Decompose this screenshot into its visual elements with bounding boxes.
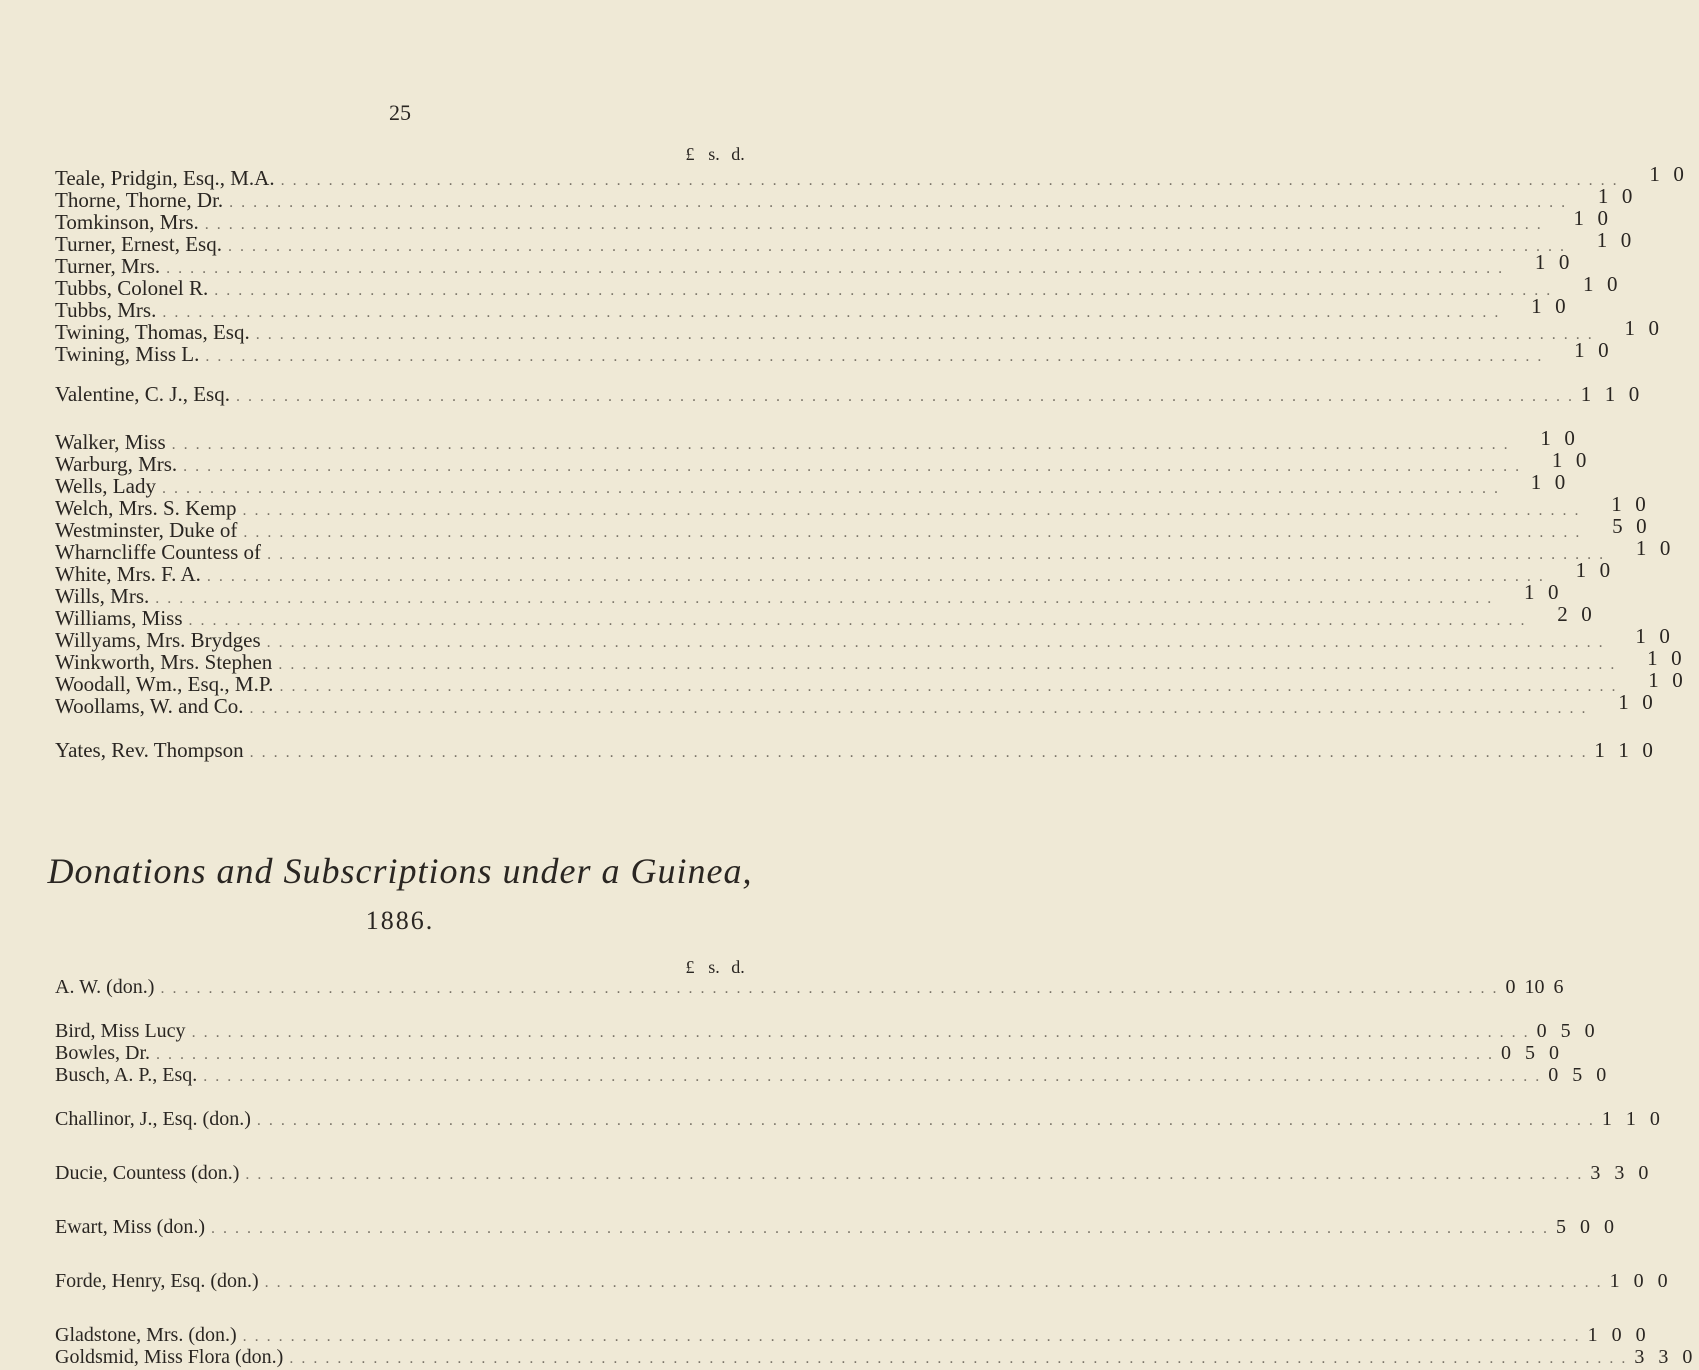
shillings-value: 1 [1551,448,1563,472]
leader-dots: . . . . . . . . . . . . . . . . . . . . . . . . . . . . . . . . . . . . . . . . . . . . . . . . . . . . . . . . . . . . . . . . . . . . . . . . . . . . . . . . . . . . . . . . . . . . . . . . . . . . . . . . . . . . . . . . [188,612,1527,629]
pence-value: 0 [1642,690,1653,714]
subscriber-name: Turner, Mrs. [55,254,161,278]
pence-value: 0 [1564,426,1575,450]
leader-dots: . . . . . . . . . . . . . . . . . . . . . . . . . . . . . . . . . . . . . . . . . . . . . . . . . . . . . . . . . . . . . . . . . . . . . . . . . . . . . . . . . . . . . . . . . . . . . . . . . . . . . . . . . . . . . . . . [264,1274,1603,1291]
pounds-value: 1 [1587,1324,1598,1346]
leader-dots: . . . . . . . . . . . . . . . . . . . . . . . . . . . . . . . . . . . . . . . . . . . . . . . . . . . . . . . . . . . . . . . . . . . . . . . . . . . . . . . . . . . . . . . . . . . . . . . . . . . . . . . . . . . . . . . . [204,216,1543,233]
pounds-value [1510,427,1534,449]
leader-dots: . . . . . . . . . . . . . . . . . . . . . . . . . . . . . . . . . . . . . . . . . . . . . . . . . . . . . . . . . . . . . . . . . . . . . . . . . . . . . . . . . . . . . . . . . . . . . . . . . . . . . . . . . . . . . . . . [266,634,1605,651]
subscriber-name: Gladstone, Mrs. (don.) [55,1324,237,1346]
leader-dots: . . . . . . . . . . . . . . . . . . . . . . . . . . . . . . . . . . . . . . . . . . . . . . . . . . . . . . . . . . . . . . . . . . . . . . . . . . . . . . . . . . . . . . . . . . . . . . . . . . . . . . . . . . . . . . . . [249,744,1588,761]
shillings-value: 1 [1647,646,1658,670]
shillings-value: 1 [1635,536,1647,560]
pounds-value [1594,317,1618,339]
pounds-value: 3 [1590,1162,1601,1184]
pounds-value: 3 [1634,1346,1645,1368]
leader-dots: . . . . . . . . . . . . . . . . . . . . . . . . . . . . . . . . . . . . . . . . . . . . . . . . . . . . . . . . . . . . . . . . . . . . . . . . . . . . . . . . . . . . . . . . . . . . . . . . . . . . . . . . . . . . . . . . [203,1068,1542,1085]
shillings-value: 1 [1618,738,1629,762]
shillings-value: 1 [1625,1108,1636,1130]
pounds-header: £ [685,144,695,164]
pence-value: 0 [1596,1064,1607,1086]
shillings-value: 5 [1572,1064,1583,1086]
pence-value: 0 [1636,514,1647,538]
pounds-value [1545,559,1569,581]
pounds-value [1543,339,1567,361]
list-item [55,1216,1614,1238]
pence-value: 0 [1598,338,1609,362]
subscriber-name: Yates, Rev. Thompson [55,738,244,762]
subscriber-name: Winkworth, Mrs. Stephen [55,650,273,674]
donations-rows [55,976,1693,1368]
list-item [55,1324,1646,1346]
pounds-value: 0 [1501,1042,1511,1064]
shillings-value: 1 [1649,162,1660,186]
donations-list [55,957,1693,1368]
subscriber-name: Challinor, J., Esq. (don.) [55,1108,251,1130]
shillings-value: 0 [1611,1324,1622,1346]
leader-dots: . . . . . . . . . . . . . . . . . . . . . . . . . . . . . . . . . . . . . . . . . . . . . . . . . . . . . . . . . . . . . . . . . . . . . . . . . . . . . . . . . . . . . . . . . . . . . . . . . . . . . . . . . . . . . . . . [249,700,1588,717]
list-item [55,1042,1559,1064]
pence-value: 0 [1635,492,1646,516]
shillings-value: 1 [1524,580,1535,604]
pence-value: 6 [1553,976,1564,998]
shillings-value: 0 [1633,1270,1644,1292]
leader-dots: . . . . . . . . . . . . . . . . . . . . . . . . . . . . . . . . . . . . . . . . . . . . . . . . . . . . . . . . . . . . . . . . . . . . . . . . . . . . . . . . . . . . . . . . . . . . . . . . . . . . . . . . . . . . . . . . [166,260,1505,277]
pounds-value: 0 [1548,1064,1559,1086]
subscriber-name: Tubbs, Colonel R. [55,276,209,300]
spacer [55,1086,750,1108]
subscriber-name: Willyams, Mrs. Brydges [55,628,261,652]
subscriber-name: Bowles, Dr. [55,1042,150,1064]
shillings-value: 1 [1624,316,1635,340]
subscriber-name: Ewart, Miss (don.) [55,1216,205,1238]
subscriber-name: Valentine, C. J., Esq. [55,382,230,406]
spacer [55,405,750,427]
list-item [55,738,1653,762]
shillings-value: 1 [1531,294,1542,318]
leader-dots: . . . . . . . . . . . . . . . . . . . . . . . . . . . . . . . . . . . . . . . . . . . . . . . . . . . . . . . . . . . . . . . . . . . . . . . . . . . . . . . . . . . . . . . . . . . . . . . . . . . . . . . . . . . . . . . . [242,502,1581,519]
spacer [55,1238,750,1270]
shillings-header: s. [708,144,720,164]
leader-dots: . . . . . . . . . . . . . . . . . . . . . . . . . . . . . . . . . . . . . . . . . . . . . . . . . . . . . . . . . . . . . . . . . . . . . . . . . . . . . . . . . . . . . . . . . . . . . . . . . . . . . . . . . . . . . . . . [242,1328,1581,1345]
section-year: 1886. [365,906,435,935]
leader-dots: . . . . . . . . . . . . . . . . . . . . . . . . . . . . . . . . . . . . . . . . . . . . . . . . . . . . . . . . . . . . . . . . . . . . . . . . . . . . . . . . . . . . . . . . . . . . . . . . . . . . . . . . . . . . . . . . [243,524,1582,541]
subscriber-name: A. W. (don.) [55,976,155,998]
pounds-value [1504,251,1528,273]
subscriber-name: Tubbs, Mrs. [55,298,157,322]
pounds-header: £ [685,957,695,977]
subscriber-name: White, Mrs. F. A. [55,562,201,586]
pence-value: 0 [1673,162,1684,186]
pence-value: 0 [1555,294,1566,318]
leader-dots: . . . . . . . . . . . . . . . . . . . . . . . . . . . . . . . . . . . . . . . . . . . . . . . . . . . . . . . . . . . . . . . . . . . . . . . . . . . . . . . . . . . . . . . . . . . . . . . . . . . . . . . . . . . . . . . . [210,1220,1549,1237]
pence-value: 0 [1558,250,1570,274]
pence-value: 0 [1628,382,1640,406]
list-item [55,382,1640,406]
shillings-header: s. [708,957,720,977]
pence-value: 0 [1548,580,1559,604]
subscriber-name: Woollams, W. and Co. [55,694,244,718]
subscriber-name: Woodall, Wm., Esq., M.P. [55,672,274,696]
spacer [55,1130,750,1162]
leader-dots: . . . . . . . . . . . . . . . . . . . . . . . . . . . . . . . . . . . . . . . . . . . . . . . . . . . . . . . . . . . . . . . . . . . . . . . . . . . . . . . . . . . . . . . . . . . . . . . . . . . . . . . . . . . . . . . . [183,458,1522,475]
page-number: 25 [389,100,411,125]
list-item [55,1064,1607,1086]
shillings-value: 1 [1540,426,1551,450]
pence-value: 0 [1621,184,1633,208]
leader-dots: . . . . . . . . . . . . . . . . . . . . . . . . . . . . . . . . . . . . . . . . . . . . . . . . . . . . . . . . . . . . . . . . . . . . . . . . . . . . . . . . . . . . . . . . . . . . . . . . . . . . . . . . . . . . . . . . [229,194,1568,211]
subscriber-name: Warburg, Mrs. [55,452,178,476]
list-item [55,1162,1649,1184]
list-item [55,1108,1660,1130]
subscriber-name: Westminster, Duke of [55,518,238,542]
list-item [55,976,1564,998]
pounds-value [1500,471,1524,493]
leader-dots: . . . . . . . . . . . . . . . . . . . . . . . . . . . . . . . . . . . . . . . . . . . . . . . . . . . . . . . . . . . . . . . . . . . . . . . . . . . . . . . . . . . . . . . . . . . . . . . . . . . . . . . . . . . . . . . . [214,282,1553,299]
pence-value: 0 [1584,1020,1595,1042]
pounds-value [1567,185,1591,207]
subscriptions-rows [55,162,1684,762]
pounds-value [1616,647,1640,669]
leader-dots: . . . . . . . . . . . . . . . . . . . . . . . . . . . . . . . . . . . . . . . . . . . . . . . . . . . . . . . . . . . . . . . . . . . . . . . . . . . . . . . . . . . . . . . . . . . . . . . . . . . . . . . . . . . . . . . . [278,656,1617,673]
pence-value: 0 [1657,1270,1668,1292]
subscriber-name: Busch, A. P., Esq. [55,1064,198,1086]
currency-header [55,145,750,163]
subscriber-name: Thorne, Thorne, Dr. [55,188,224,212]
pence-value: 0 [1599,558,1611,582]
pounds-value [1493,581,1517,603]
list-item [55,1270,1668,1292]
subscriber-name: Twining, Miss L. [55,342,200,366]
shillings-value: 5 [1560,1020,1571,1042]
list-item [55,1020,1595,1042]
pence-value: 0 [1581,602,1592,626]
pounds-value [1605,537,1629,559]
leader-dots: . . . . . . . . . . . . . . . . . . . . . . . . . . . . . . . . . . . . . . . . . . . . . . . . . . . . . . . . . . . . . . . . . . . . . . . . . . . . . . . . . . . . . . . . . . . . . . . . . . . . . . . . . . . . . . . . [205,348,1544,365]
subscriber-name: Wills, Mrs. [55,584,150,608]
pence-value: 0 [1620,228,1632,252]
shillings-value: 3 [1658,1346,1669,1368]
spacer [55,1292,750,1324]
pounds-value [1543,207,1567,229]
pounds-value: 5 [1555,1216,1566,1238]
subscriber-name: Wells, Lady [55,474,156,498]
pence-value: 0 [1649,1108,1660,1130]
pence-header: d. [731,144,745,164]
subscriber-name: Forde, Henry, Esq. (don.) [55,1270,259,1292]
pounds-value [1581,515,1605,537]
subscriber-name: Williams, Miss [55,606,183,630]
shillings-value: 1 [1597,184,1609,208]
subscriber-name: Twining, Thomas, Esq. [55,320,250,344]
pence-value: 0 [1671,646,1682,670]
pounds-value [1527,603,1551,625]
subscriber-name: Turner, Ernest, Esq. [55,232,222,256]
pence-value: 0 [1575,448,1587,472]
pence-value: 0 [1635,1324,1646,1346]
leader-dots: . . . . . . . . . . . . . . . . . . . . . . . . . . . . . . . . . . . . . . . . . . . . . . . . . . . . . . . . . . . . . . . . . . . . . . . . . . . . . . . . . . . . . . . . . . . . . . . . . . . . . . . . . . . . . . . . [267,546,1606,563]
pounds-value [1580,493,1604,515]
subscriptions-list [55,144,1684,762]
subscriber-name: Teale, Pridgin, Esq., M.A. [55,166,275,190]
shillings-value: 1 [1618,690,1629,714]
pence-value: 0 [1682,1346,1693,1368]
pence-value: 0 [1549,1042,1559,1064]
leader-dots: . . . . . . . . . . . . . . . . . . . . . . . . . . . . . . . . . . . . . . . . . . . . . . . . . . . . . . . . . . . . . . . . . . . . . . . . . . . . . . . . . . . . . . . . . . . . . . . . . . . . . . . . . . . . . . . . [206,568,1545,585]
pounds-value: 0 [1505,976,1516,998]
pounds-value: 1 [1609,1270,1620,1292]
subscriber-name: Walker, Miss [55,430,166,454]
shillings-value: 0 [1579,1216,1590,1238]
pence-value: 0 [1607,272,1618,296]
subscriber-name: Wharncliffe Countess of [55,540,262,564]
subscriber-name: Goldsmid, Miss Flora (don.) [55,1346,284,1368]
pounds-value: 1 [1601,1108,1612,1130]
subscriber-name: Welch, Mrs. S. Kemp [55,496,237,520]
leader-dots: . . . . . . . . . . . . . . . . . . . . . . . . . . . . . . . . . . . . . . . . . . . . . . . . . . . . . . . . . . . . . . . . . . . . . . . . . . . . . . . . . . . . . . . . . . . . . . . . . . . . . . . . . . . . . . . . [235,388,1574,405]
subscriber-name: Tomkinson, Mrs. [55,210,199,234]
shillings-value: 1 [1635,624,1646,648]
shillings-value: 1 [1573,206,1585,230]
shillings-value: 1 [1574,338,1585,362]
leader-dots: . . . . . . . . . . . . . . . . . . . . . . . . . . . . . . . . . . . . . . . . . . . . . . . . . . . . . . . . . . . . . . . . . . . . . . . . . . . . . . . . . . . . . . . . . . . . . . . . . . . . . . . . . . . . . . . . [156,1046,1494,1063]
leader-dots: . . . . . . . . . . . . . . . . . . . . . . . . . . . . . . . . . . . . . . . . . . . . . . . . . . . . . . . . . . . . . . . . . . . . . . . . . . . . . . . . . . . . . . . . . . . . . . . . . . . . . . . . . . . . . . . . [191,1024,1530,1041]
pence-value: 0 [1554,470,1566,494]
leader-dots: . . . . . . . . . . . . . . . . . . . . . . . . . . . . . . . . . . . . . . . . . . . . . . . . . . . . . . . . . . . . . . . . . . . . . . . . . . . . . . . . . . . . . . . . . . . . . . . . . . . . . . . . . . . . . . . . [289,1350,1628,1367]
pounds-value [1617,669,1641,691]
pence-header: d. [731,957,745,977]
leader-dots: . . . . . . . . . . . . . . . . . . . . . . . . . . . . . . . . . . . . . . . . . . . . . . . . . . . . . . . . . . . . . . . . . . . . . . . . . . . . . . . . . . . . . . . . . . . . . . . . . . . . . . . . . . . . . . . . [280,172,1619,189]
leader-dots: . . . . . . . . . . . . . . . . . . . . . . . . . . . . . . . . . . . . . . . . . . . . . . . . . . . . . . . . . . . . . . . . . . . . . . . . . . . . . . . . . . . . . . . . . . . . . . . . . . . . . . . . . . . . . . . . [161,480,1500,497]
pounds-value: 0 [1536,1020,1547,1042]
subscriber-name: Bird, Miss Lucy [55,1020,186,1042]
pounds-value [1566,229,1590,251]
shillings-value: 1 [1534,250,1546,274]
shillings-value: 2 [1557,602,1568,626]
shillings-value: 1 [1596,228,1608,252]
pence-value: 0 [1659,536,1671,560]
pence-value: 0 [1597,206,1609,230]
pounds-value [1605,625,1629,647]
pence-value: 0 [1638,1162,1649,1184]
shillings-value: 1 [1611,492,1622,516]
list-item [55,1346,1693,1368]
leader-dots: . . . . . . . . . . . . . . . . . . . . . . . . . . . . . . . . . . . . . . . . . . . . . . . . . . . . . . . . . . . . . . . . . . . . . . . . . . . . . . . . . . . . . . . . . . . . . . . . . . . . . . . . . . . . . . . . [255,326,1594,343]
leader-dots: . . . . . . . . . . . . . . . . . . . . . . . . . . . . . . . . . . . . . . . . . . . . . . . . . . . . . . . . . . . . . . . . . . . . . . . . . . . . . . . . . . . . . . . . . . . . . . . . . . . . . . . . . . . . . . . . [245,1166,1584,1183]
list-item [55,162,1684,190]
shillings-value: 1 [1583,272,1594,296]
shillings-value: 1 [1648,668,1659,692]
shillings-value: 3 [1614,1162,1625,1184]
pence-value: 0 [1642,738,1653,762]
list-item [55,426,1575,454]
leader-dots: . . . . . . . . . . . . . . . . . . . . . . . . . . . . . . . . . . . . . . . . . . . . . . . . . . . . . . . . . . . . . . . . . . . . . . . . . . . . . . . . . . . . . . . . . . . . . . . . . . . . . . . . . . . . . . . . [171,436,1510,453]
pounds-value [1552,273,1576,295]
leader-dots: . . . . . . . . . . . . . . . . . . . . . . . . . . . . . . . . . . . . . . . . . . . . . . . . . . . . . . . . . . . . . . . . . . . . . . . . . . . . . . . . . . . . . . . . . . . . . . . . . . . . . . . . . . . . . . . . [155,590,1494,607]
subscriber-name: Ducie, Countess (don.) [55,1162,240,1184]
pence-value: 0 [1659,624,1670,648]
shillings-value: 5 [1612,514,1623,538]
pounds-value [1619,163,1643,185]
currency-header-2 [55,958,750,976]
spacer [55,998,750,1020]
leader-dots: . . . . . . . . . . . . . . . . . . . . . . . . . . . . . . . . . . . . . . . . . . . . . . . . . . . . . . . . . . . . . . . . . . . . . . . . . . . . . . . . . . . . . . . . . . . . . . . . . . . . . . . . . . . . . . . . [160,980,1499,997]
pounds-value: 1 [1580,382,1592,406]
section-heading: Donations and Subscriptions under a Guinea, [47,851,753,891]
shillings-value: 1 [1530,470,1542,494]
spacer [55,1184,750,1216]
shillings-value: 1 [1604,382,1616,406]
pounds-value [1587,691,1611,713]
pounds-value [1521,449,1545,471]
pounds-value [1500,295,1524,317]
pence-value: 0 [1672,668,1683,692]
pence-value: 0 [1648,316,1659,340]
shillings-value: 5 [1525,1042,1535,1064]
pounds-value: 1 [1594,738,1605,762]
leader-dots: . . . . . . . . . . . . . . . . . . . . . . . . . . . . . . . . . . . . . . . . . . . . . . . . . . . . . . . . . . . . . . . . . . . . . . . . . . . . . . . . . . . . . . . . . . . . . . . . . . . . . . . . . . . . . . . . [279,678,1618,695]
leader-dots: . . . . . . . . . . . . . . . . . . . . . . . . . . . . . . . . . . . . . . . . . . . . . . . . . . . . . . . . . . . . . . . . . . . . . . . . . . . . . . . . . . . . . . . . . . . . . . . . . . . . . . . . . . . . . . . . [162,304,1501,321]
shillings-value: 1 [1575,558,1587,582]
leader-dots: . . . . . . . . . . . . . . . . . . . . . . . . . . . . . . . . . . . . . . . . . . . . . . . . . . . . . . . . . . . . . . . . . . . . . . . . . . . . . . . . . . . . . . . . . . . . . . . . . . . . . . . . . . . . . . . . [256,1112,1595,1129]
shillings-value: 10 [1524,976,1545,998]
leader-dots: . . . . . . . . . . . . . . . . . . . . . . . . . . . . . . . . . . . . . . . . . . . . . . . . . . . . . . . . . . . . . . . . . . . . . . . . . . . . . . . . . . . . . . . . . . . . . . . . . . . . . . . . . . . . . . . . [227,238,1566,255]
pence-value: 0 [1603,1216,1614,1238]
